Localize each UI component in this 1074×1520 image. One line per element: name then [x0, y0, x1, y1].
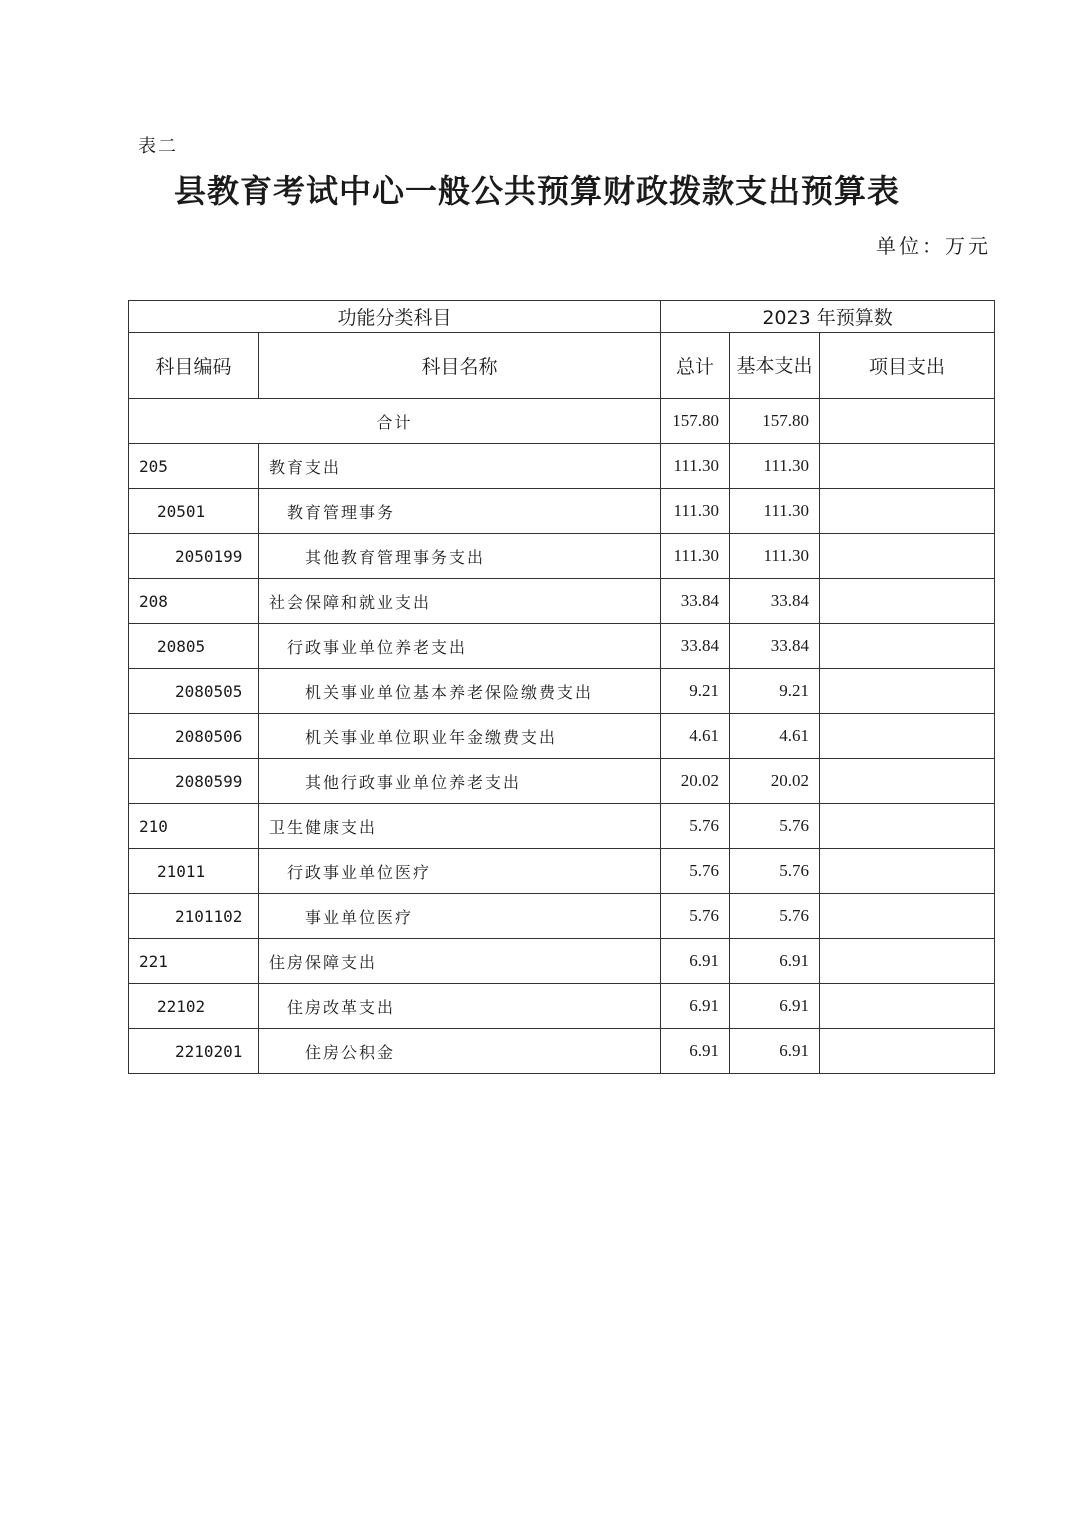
- row-name: 教育管理事务: [259, 489, 661, 534]
- row-project: [820, 579, 995, 624]
- table-row: [129, 894, 995, 939]
- row-basic: 9.21: [730, 669, 820, 714]
- row-basic: 6.91: [730, 1029, 820, 1074]
- row-basic: 111.30: [730, 489, 820, 534]
- row-project: [820, 759, 995, 804]
- row-total: 33.84: [661, 624, 730, 669]
- row-basic: 6.91: [730, 984, 820, 1029]
- row-total: 6.91: [661, 1029, 730, 1074]
- table-number: 表二: [138, 136, 178, 157]
- row-name: 其他教育管理事务支出: [259, 534, 661, 579]
- row-code: 208: [129, 579, 259, 624]
- row-project: [820, 1029, 995, 1074]
- row-code: 22102: [129, 984, 259, 1029]
- row-name: 社会保障和就业支出: [259, 579, 661, 624]
- row-name: 卫生健康支出: [259, 804, 661, 849]
- row-name: 住房改革支出: [259, 984, 661, 1029]
- row-total: 111.30: [661, 489, 730, 534]
- table-row: [129, 939, 995, 984]
- row-code: 20501: [129, 489, 259, 534]
- table-row: [129, 984, 995, 1029]
- table-row: [129, 804, 995, 849]
- row-basic: 4.61: [730, 714, 820, 759]
- row-total: 9.21: [661, 669, 730, 714]
- row-project: [820, 444, 995, 489]
- header-function-category: 功能分类科目: [129, 301, 661, 333]
- row-name: 机关事业单位职业年金缴费支出: [259, 714, 661, 759]
- row-name: 机关事业单位基本养老保险缴费支出: [259, 669, 661, 714]
- row-code: 2050199: [129, 534, 259, 579]
- row-code: 21011: [129, 849, 259, 894]
- row-name: 教育支出: [259, 444, 661, 489]
- table-row: [129, 489, 995, 534]
- row-name: 行政事业单位医疗: [259, 849, 661, 894]
- total-label: 合计: [129, 399, 661, 444]
- row-basic: 6.91: [730, 939, 820, 984]
- row-total: 33.84: [661, 579, 730, 624]
- table-row: [129, 849, 995, 894]
- row-name: 住房公积金: [259, 1029, 661, 1074]
- row-code: 221: [129, 939, 259, 984]
- table-row: [129, 759, 995, 804]
- row-code: 210: [129, 804, 259, 849]
- row-code: 2080506: [129, 714, 259, 759]
- row-project: [820, 624, 995, 669]
- header-project: 项目支出: [820, 333, 995, 399]
- row-basic: 20.02: [730, 759, 820, 804]
- row-code: 2210201: [129, 1029, 259, 1074]
- total-amount: 157.80: [661, 399, 730, 444]
- total-row: [129, 399, 995, 444]
- row-code: 205: [129, 444, 259, 489]
- row-total: 5.76: [661, 804, 730, 849]
- document-title: 县教育考试中心一般公共预算财政拨款支出预算表: [173, 172, 900, 210]
- row-total: 4.61: [661, 714, 730, 759]
- total-project: [820, 399, 995, 444]
- header-name: 科目名称: [259, 333, 661, 399]
- header-code: 科目编码: [129, 333, 259, 399]
- row-name: 其他行政事业单位养老支出: [259, 759, 661, 804]
- header-budget-year: 2023 年预算数: [661, 301, 995, 333]
- table-row: [129, 1029, 995, 1074]
- row-basic: 111.30: [730, 534, 820, 579]
- row-project: [820, 534, 995, 579]
- row-total: 6.91: [661, 984, 730, 1029]
- unit-label: 单位：万元: [876, 234, 991, 258]
- row-name: 住房保障支出: [259, 939, 661, 984]
- row-project: [820, 804, 995, 849]
- row-total: 111.30: [661, 534, 730, 579]
- row-project: [820, 939, 995, 984]
- row-basic: 5.76: [730, 849, 820, 894]
- row-total: 6.91: [661, 939, 730, 984]
- row-project: [820, 669, 995, 714]
- row-basic: 5.76: [730, 894, 820, 939]
- table-row: [129, 669, 995, 714]
- budget-table: [128, 300, 995, 1074]
- total-basic: 157.80: [730, 399, 820, 444]
- row-name: 事业单位医疗: [259, 894, 661, 939]
- table-row: [129, 714, 995, 759]
- row-code: 20805: [129, 624, 259, 669]
- row-code: 2080599: [129, 759, 259, 804]
- table-row: [129, 534, 995, 579]
- row-basic: 5.76: [730, 804, 820, 849]
- row-total: 111.30: [661, 444, 730, 489]
- row-project: [820, 489, 995, 534]
- header-total: 总计: [661, 333, 730, 399]
- row-project: [820, 984, 995, 1029]
- row-project: [820, 894, 995, 939]
- row-project: [820, 714, 995, 759]
- row-name: 行政事业单位养老支出: [259, 624, 661, 669]
- row-total: 20.02: [661, 759, 730, 804]
- row-basic: 33.84: [730, 579, 820, 624]
- row-basic: 111.30: [730, 444, 820, 489]
- row-code: 2080505: [129, 669, 259, 714]
- row-total: 5.76: [661, 849, 730, 894]
- row-project: [820, 849, 995, 894]
- row-code: 2101102: [129, 894, 259, 939]
- table-row: [129, 444, 995, 489]
- table-row: [129, 579, 995, 624]
- header-basic: 基本支出: [730, 333, 820, 399]
- row-basic: 33.84: [730, 624, 820, 669]
- table-row: [129, 624, 995, 669]
- row-total: 5.76: [661, 894, 730, 939]
